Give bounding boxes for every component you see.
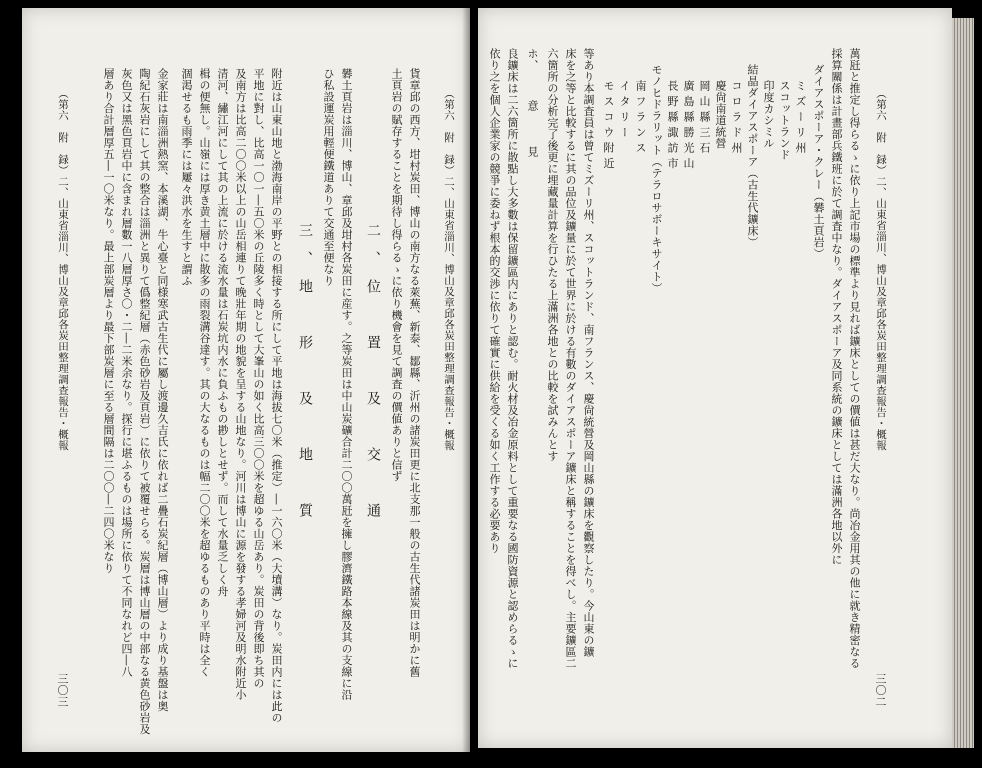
list-item: 南 フ ラ ン ス (634, 80, 647, 154)
page-stack-edge (952, 18, 974, 748)
section-heading-opinion: ホ、 意 見 (526, 48, 539, 158)
left-paragraph-line: 清河、繡江河にして其の上流に於ける流水量は石炭坑内水に負ふもの尠しとせず。而して水量乏しく舟 (216, 68, 229, 597)
right-paragraph-line: 床を之等と比較するに其の品位及鑛量に於て世界に於ける有數のダイアスポーア鑛床と稱することを得べし。主要鑛區二 (564, 48, 577, 669)
left-paragraph-line: 土頁岩の賦存することを期待し得らるゝに依り機會を見て調査の價値ありと信ず (390, 68, 403, 482)
list-item: ミ ズ ー リ 州 (794, 80, 807, 154)
right-paragraph-line: 良鑛床は二六箇所に散點し大多數は保留鑛區内にありと認む。耐火材及冶金原料として重要なる國防資源と認めらるゝに (506, 48, 519, 669)
left-paragraph-line: 附近は山東山地と渤海南岸の平野との相接する所にして平地は海拔七〇米（推定）―一六〇米（大墳溝）なり。炭田内には此の (270, 68, 283, 724)
left-paragraph-line: 貨章邱の西方、坩村炭田、博山の南方なる萊蕪、新泰、鄒縣、沂州の諸炭田更に北支那一般の古生代諸炭田は明かに舊 (408, 68, 421, 678)
list-title: モノヒドラリット（テラロサボーキサイト） (650, 64, 663, 294)
left-paragraph-line: 及南方は比高二〇〇米以上の山岳相連りて晚壯年期の地貌を呈する山地なり。河川は博山に源を發する孝婦河及明水附近小 (234, 68, 247, 701)
list-item: 印度カシミル (762, 80, 775, 149)
left-paragraph-line: 礬土頁岩は淄川、博山、章邱及坩村各炭田に産す。之等炭田は中山炭礦合計二〇〇萬瓩を擁し膠濟鐵路本線及其の支線に沿 (340, 68, 353, 701)
section-heading-location: 二、位 置 及 交 通 (365, 223, 381, 531)
right-paragraph-line: 等あり本調査員は曾てミズーリ州、スコットランド、南フランス、慶尙統營及岡山縣の鑛床を觀察したり。今山東の鑛 (582, 48, 595, 658)
left-paragraph-line: ひ私設運炭用輕便鐵道ありて交通至便なり (322, 68, 335, 287)
right-page (478, 8, 952, 748)
left-paragraph-line: 涸渇せるも雨季には屢々洪水を生すと謂ふ (180, 68, 193, 287)
list-item: イ タ リ ー (618, 80, 631, 138)
list-item: 廣 島 縣 勝 光 山 (682, 80, 695, 169)
right-paragraph-line: 採算關係は計畫部兵鐵班に於て調査中なり。ダイアスポーア及同系統の鑛床としては滿洲各地以外に (830, 48, 843, 566)
list-item: 結晶ダイアスポーア（古生代鑛床） (746, 64, 759, 248)
list-item: モ ス コ ウ 附 近 (602, 80, 615, 169)
left-running-header: （第六 附 録）二、山東省淄川、博山及章邱各炭田整理調查報告・概報 (443, 88, 455, 451)
right-paragraph-line: 萬瓩と推定し得らるゝに依り上記市場の標準より見れば鑛床としての價値は甚だ大なり。尚冶金用其の他に就き精密なる (848, 48, 861, 669)
right-paragraph-line: 六箇所の分析完了後更に埋藏量計算を行ひたる上滿洲各地との比較を試みんとす (546, 48, 559, 462)
list-item: 慶尙南道統營 (714, 80, 727, 149)
list-item: コ ロ ラ ド 州 (730, 80, 743, 154)
list-title: ダイアスポーア・クレー（礬土頁岩） (812, 64, 825, 260)
left-paragraph-line: 楫の便無し。山嶺には厚き黄土層中に散多の雨裂溝谷達す。其の大なるものは幅二〇〇米を超ゆるものあり平時は全く (198, 68, 211, 678)
right-running-header: （第六 附 録）二、山東省淄川、博山及章邱各炭田整理調查報告・概報 (875, 88, 887, 451)
list-item: 岡 山 縣 三 石 (698, 80, 711, 154)
right-paragraph-line: 依り之を個人企業家の競爭に委ねず根本的交渉に依りて確實に供給を受くる如く工作する必要あり (488, 48, 501, 554)
left-paragraph-line: 平地に對し、比高一〇一―五〇米の丘陵多く時として大峯山の如く比高三〇〇米を超ゆる山岳あり。炭田の背後即ち其の (252, 68, 265, 689)
left-page (22, 8, 470, 752)
left-paragraph-line: 層あり合計層厚五―一〇米なり。最上部炭層より最下部炭層に至る層間隔は二〇〇―二四〇米なり (102, 68, 115, 574)
left-page-number: 三〇三 (56, 673, 69, 708)
left-paragraph-line: 灰色又は黑色頁岩中に含まれ層數一八層厚さ〇・二―二米余なり。探行に堪ふるものは場所に依りて不同なれど四―八 (120, 68, 133, 678)
list-item: 長 野 縣 諏 訪 市 (666, 80, 679, 169)
left-running-header-bottom: （第六 附 録）二、山東省淄川、博山及章邱各炭田整理調查報告・概報 (57, 88, 69, 451)
section-heading-geology: 三、地 形 及 地 質 (297, 223, 313, 531)
list-item: スコットランド (778, 80, 791, 161)
left-paragraph-line: 金家莊は南淄洲熱窯、本溪湖、牛心臺と同様寒武古生代に屬し渡邊久吉氏に依れば二疊石炭紀層（博山層）より成り基盤は奥 (156, 68, 169, 712)
left-paragraph-line: 陶紀石灰岩にして其の整合は淄洲と異りて僞整紀層（赤色砂岩及頁岩）に依りて被覆せらる。炭層は博山層の中部なる黄色砂岩及 (138, 68, 151, 735)
right-page-number: 三〇二 (874, 673, 887, 708)
